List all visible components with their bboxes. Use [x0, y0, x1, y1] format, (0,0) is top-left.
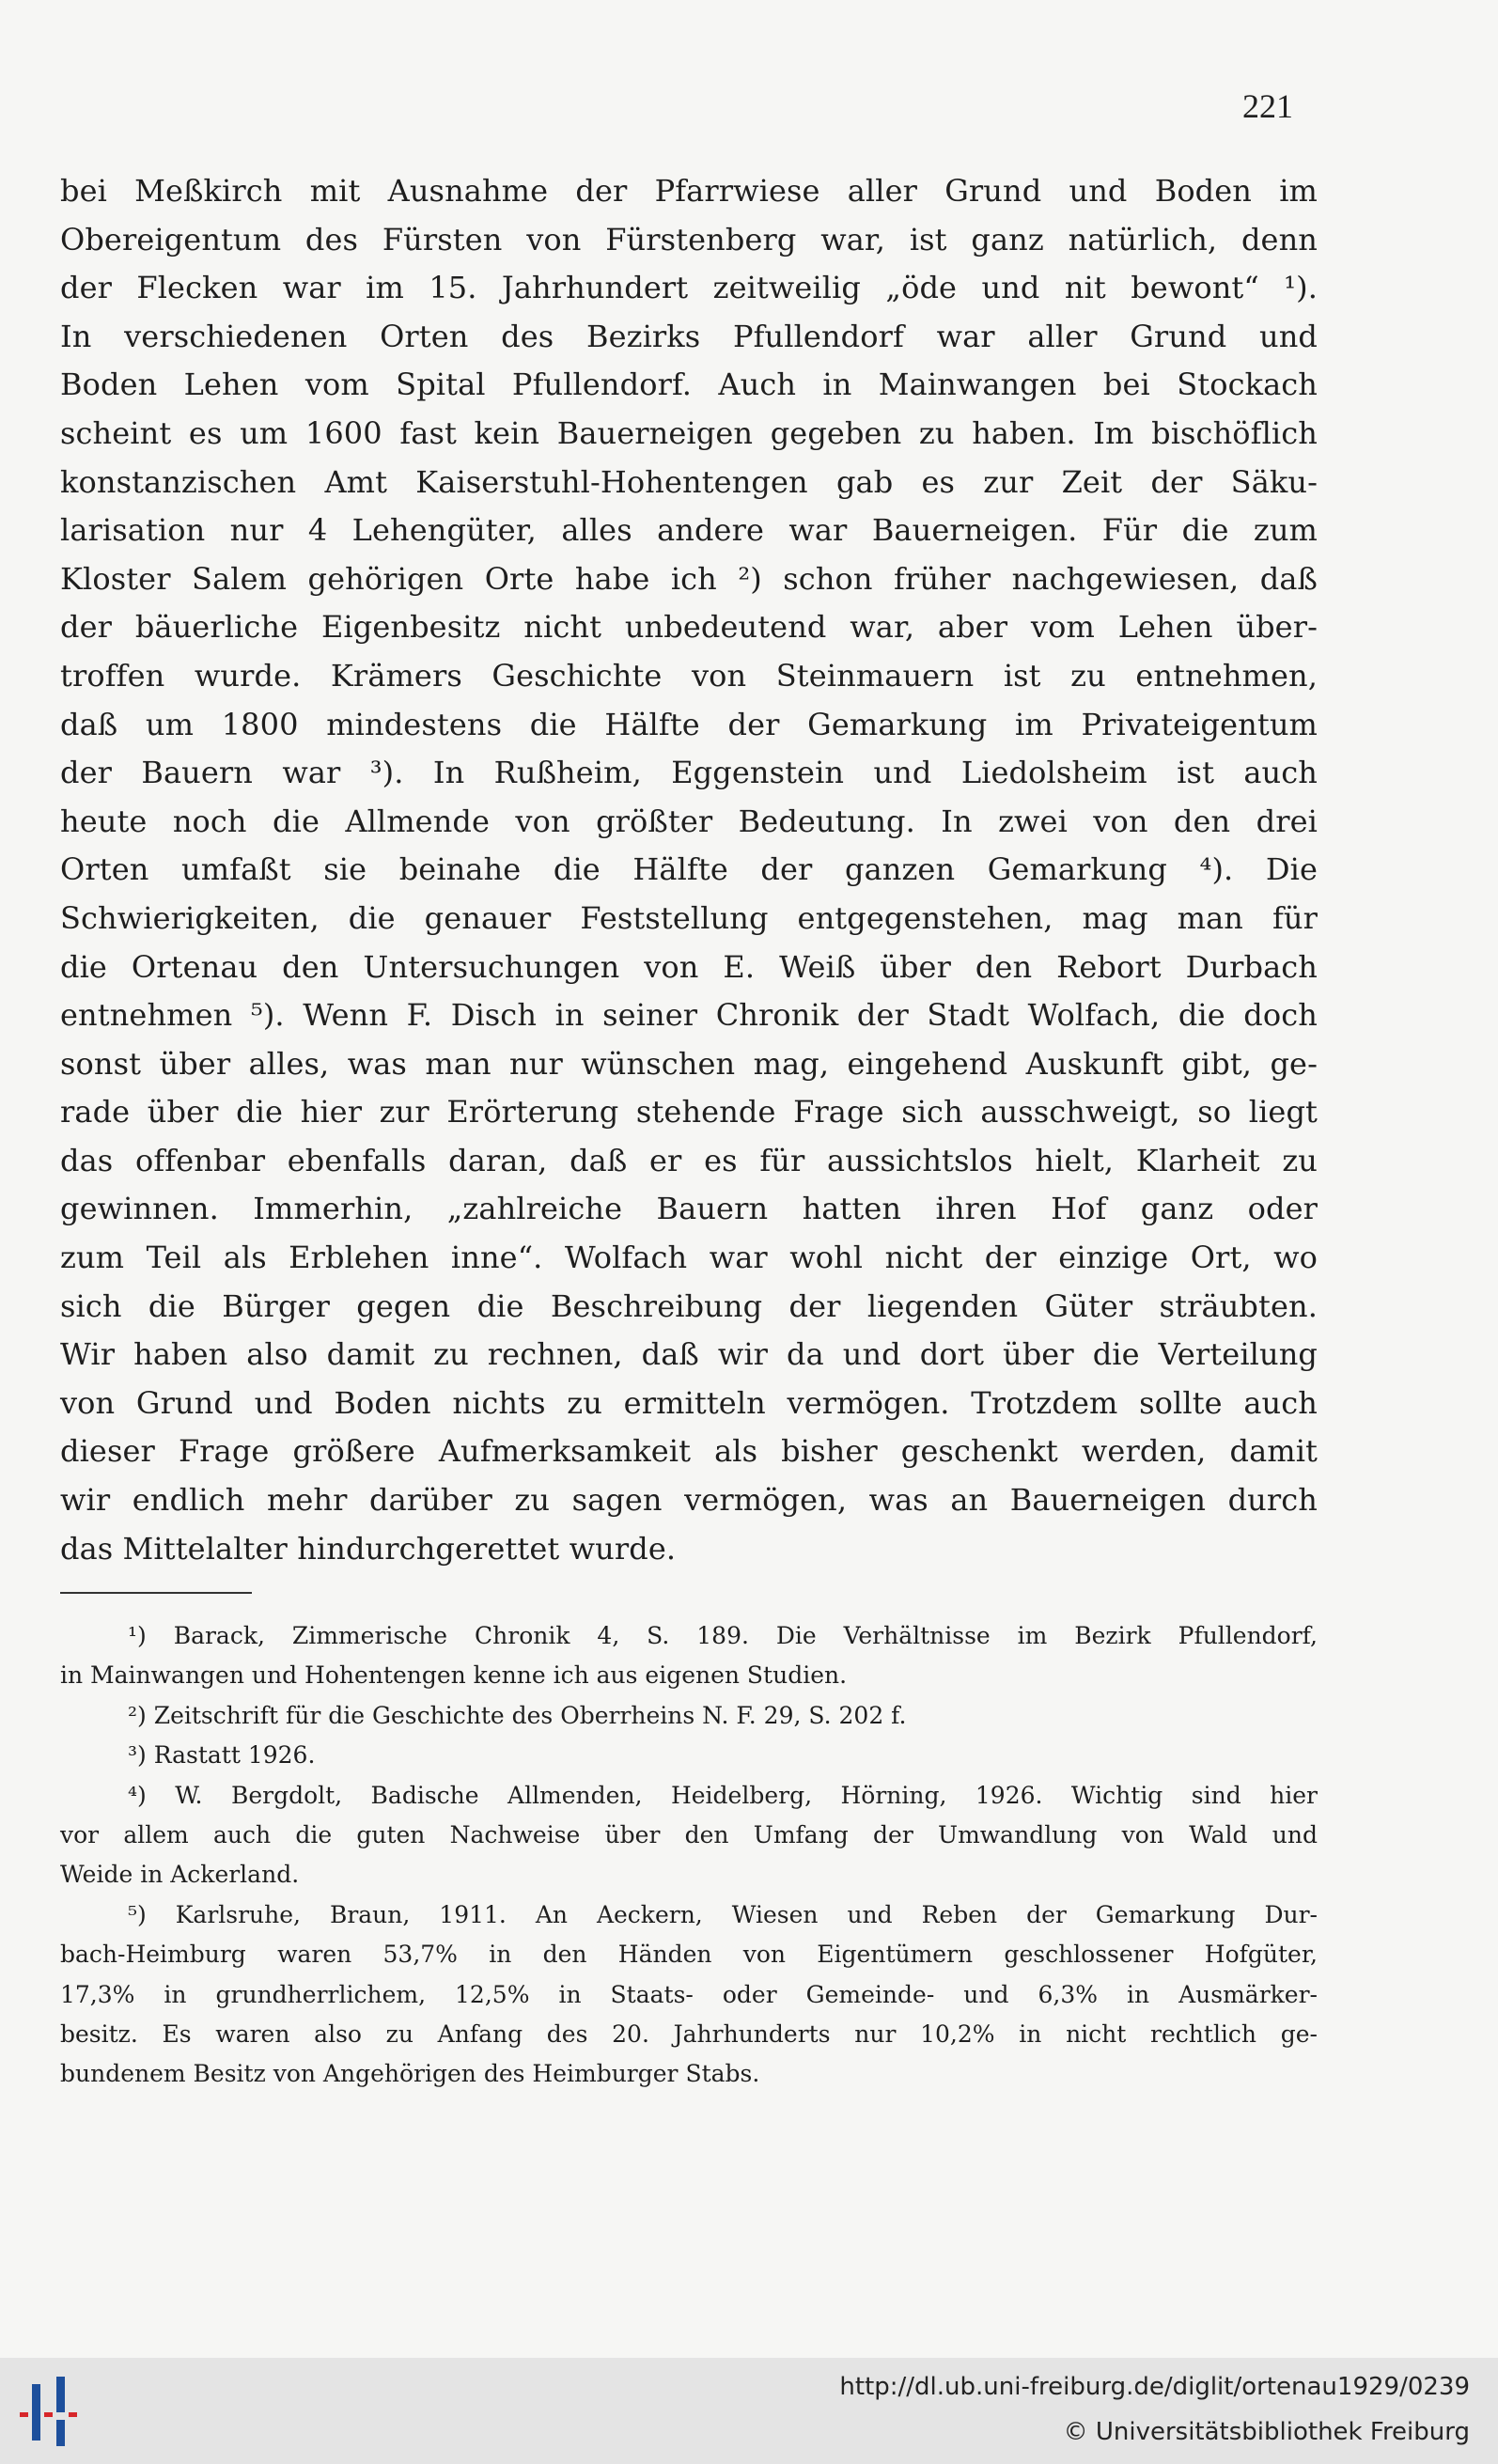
- body-line: die Ortenau den Untersuchungen von E. Weiß über den Rebort Durbach: [60, 948, 1318, 985]
- footnote-line: ²) Zeitschrift für die Geschichte des Oberrheins N. F. 29, S. 202 f.: [128, 1701, 907, 1729]
- body-line: In verschiedenen Orten des Bezirks Pfullendorf war aller Grund und: [60, 318, 1318, 354]
- logo-bar: [44, 2412, 53, 2417]
- footnote-line: ¹) Barack, Zimmerische Chronik 4, S. 189. Die Verhältnisse im Bezirk Pfullendorf,: [128, 1622, 1318, 1649]
- source-url-link[interactable]: http://dl.ub.uni-freiburg.de/diglit/ortenau1929/0239: [839, 2373, 1470, 2401]
- footnote-divider: [60, 1592, 252, 1594]
- footnote-line: ⁵) Karlsruhe, Braun, 1911. An Aeckern, Wiesen und Reben der Gemarkung Dur-: [128, 1900, 1318, 1928]
- body-line: Obereigentum des Fürsten von Fürstenberg war, ist ganz natürlich, denn: [60, 221, 1318, 257]
- body-line: heute noch die Allmende von größter Bedeutung. In zwei von den drei: [60, 803, 1318, 839]
- body-line: Boden Lehen vom Spital Pfullendorf. Auch in Mainwangen bei Stockach: [60, 366, 1318, 403]
- footnote-line: ³) Rastatt 1926.: [128, 1741, 316, 1770]
- body-line: Kloster Salem gehörigen Orte habe ich ²) schon früher nachgewiesen, daß: [60, 560, 1318, 597]
- body-line: der Flecken war im 15. Jahrhundert zeitweilig „öde und nit bewont“ ¹).: [60, 270, 1318, 306]
- logo-bar: [20, 2412, 28, 2417]
- body-line: konstanzischen Amt Kaiserstuhl-Hohentengen gab es zur Zeit der Säku-: [60, 463, 1318, 500]
- body-line: Schwierigkeiten, die genauer Feststellung entgegenstehen, mag man für: [60, 899, 1318, 936]
- footnotes: [60, 1616, 1318, 2095]
- logo-bar: [69, 2412, 77, 2417]
- footnote-line: in Mainwangen und Hohentengen kenne ich aus eigenen Studien.: [60, 1661, 848, 1690]
- body-line: daß um 1800 mindestens die Hälfte der Gemarkung im Privateigentum: [60, 706, 1318, 742]
- footnote-line: vor allem auch die guten Nachweise über den Umfang der Umwandlung von Wald und: [60, 1820, 1318, 1848]
- body-line: zum Teil als Erblehen inne“. Wolfach war wohl nicht der einzige Ort, wo: [60, 1240, 1318, 1276]
- body-line: entnehmen ⁵). Wenn F. Disch in seiner Chronik der Stadt Wolfach, die doch: [60, 997, 1318, 1034]
- body-line: der bäuerliche Eigenbesitz nicht unbedeutend war, aber vom Lehen über-: [60, 609, 1318, 646]
- body-line: Wir haben also damit zu rechnen, daß wir da und dort über die Verteilung: [60, 1336, 1318, 1373]
- body-line: rade über die hier zur Erörterung stehende Frage sich ausschweigt, so liegt: [60, 1094, 1318, 1131]
- body-line: der Bauern war ³). In Rußheim, Eggenstein und Liedolsheim ist auch: [60, 755, 1318, 791]
- logo-bar: [32, 2384, 40, 2441]
- body-line: das offenbar ebenfalls daran, daß er es für aussichtslos hielt, Klarheit zu: [60, 1142, 1318, 1178]
- footnote-line: 17,3% in grundherrlichem, 12,5% in Staats- oder Gemeinde- und 6,3% in Ausmärker-: [60, 1980, 1318, 2008]
- body-line: das Mittelalter hindurchgerettet wurde.: [60, 1530, 677, 1567]
- logo-bar: [56, 2420, 65, 2446]
- footnote-line: Weide in Ackerland.: [60, 1861, 300, 1889]
- copyright-notice: © Universitätsbibliothek Freiburg: [1063, 2418, 1470, 2446]
- body-line: sonst über alles, was man nur wünschen mag, eingehend Auskunft gibt, ge-: [60, 1045, 1318, 1082]
- body-line: wir endlich mehr darüber zu sagen vermögen, was an Bauerneigen durch: [60, 1482, 1318, 1519]
- footnote-line: besitz. Es waren also zu Anfang des 20. Jahrhunderts nur 10,2% in nicht rechtlich ge-: [60, 2020, 1318, 2048]
- body-line: bei Meßkirch mit Ausnahme der Pfarrwiese aller Grund und Boden im: [60, 173, 1318, 209]
- body-line: troffen wurde. Krämers Geschichte von Steinmauern ist zu entnehmen,: [60, 657, 1318, 694]
- body-line: scheint es um 1600 fast kein Bauerneigen gegeben zu haben. Im bischöflich: [60, 414, 1318, 451]
- body-line: larisation nur 4 Lehengüter, alles andere war Bauerneigen. Für die zum: [60, 512, 1318, 549]
- page-number: 221: [1242, 87, 1293, 125]
- footnote-line: bundenem Besitz von Angehörigen des Heimburger Stabs.: [60, 2060, 760, 2088]
- ub-freiburg-logo-icon[interactable]: [17, 2375, 92, 2450]
- body-line: Orten umfaßt sie beinahe die Hälfte der ganzen Gemarkung ⁴). Die: [60, 851, 1318, 888]
- footnote-line: ⁴) W. Bergdolt, Badische Allmenden, Heidelberg, Hörning, 1926. Wichtig sind hier: [128, 1781, 1318, 1809]
- body-line: dieser Frage größere Aufmerksamkeit als bisher geschenkt werden, damit: [60, 1433, 1318, 1470]
- body-text: [60, 167, 1318, 1573]
- body-line: sich die Bürger gegen die Beschreibung der liegenden Güter sträubten.: [60, 1287, 1318, 1324]
- body-line: von Grund und Boden nichts zu ermitteln vermögen. Trotzdem sollte auch: [60, 1384, 1318, 1421]
- footnote-line: bach-Heimburg waren 53,7% in den Händen von Eigentümern geschlossener Hofgüter,: [60, 1941, 1318, 1969]
- body-line: gewinnen. Immerhin, „zahlreiche Bauern hatten ihren Hof ganz oder: [60, 1191, 1318, 1227]
- logo-bar: [56, 2377, 65, 2412]
- library-footer: [0, 2358, 1498, 2464]
